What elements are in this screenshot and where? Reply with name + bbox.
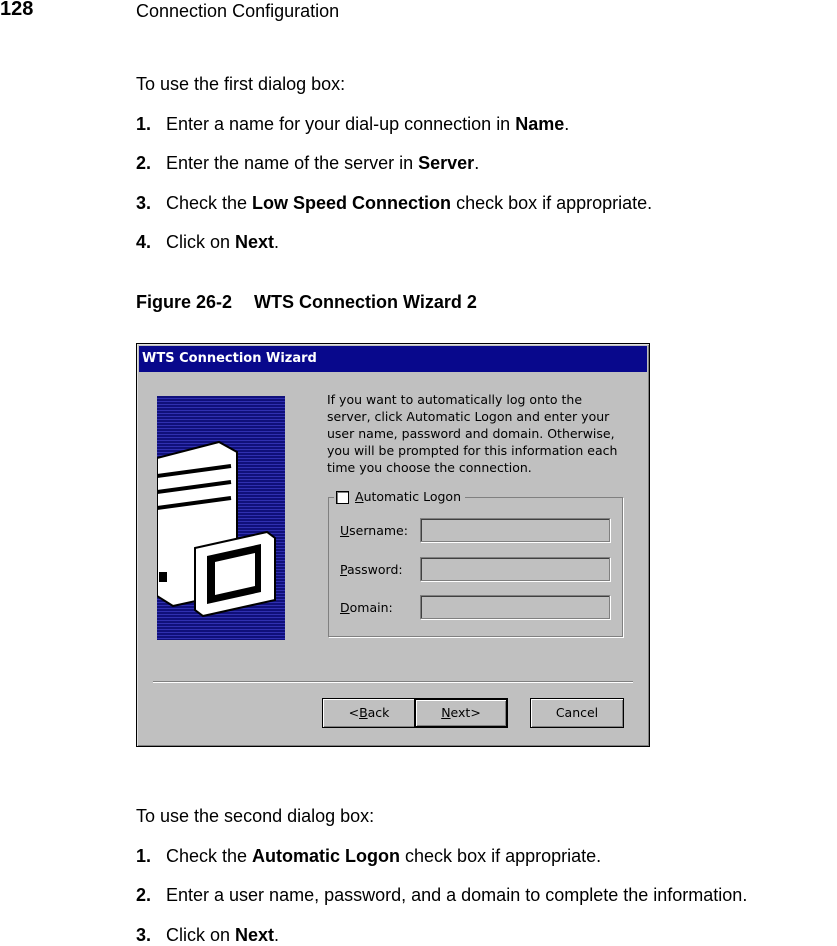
section2-step bbox=[136, 885, 747, 906]
domain-label: Domain: bbox=[340, 600, 393, 615]
automatic-logon-checkbox[interactable] bbox=[334, 488, 465, 506]
step-text-end: check box if appropriate. bbox=[451, 193, 653, 213]
step-text-end: . bbox=[274, 232, 280, 252]
back-button[interactable]: <Back bbox=[322, 698, 416, 728]
section2-step bbox=[136, 925, 279, 946]
computer-monitor-icon bbox=[157, 396, 285, 640]
step-text: Click on bbox=[166, 925, 236, 945]
wts-connection-wizard-dialog bbox=[136, 343, 650, 747]
figure-number: Figure 26-2 bbox=[136, 292, 233, 312]
step-text: Check the bbox=[166, 193, 253, 213]
step-number: 4. bbox=[136, 232, 152, 252]
section1-intro: To use the first dialog box: bbox=[136, 74, 346, 94]
step-text-end: . bbox=[474, 153, 480, 173]
step-text: Enter a user name, password, and a domain to complete the information. bbox=[166, 885, 748, 905]
step-text: Enter a name for your dial-up connection in bbox=[166, 114, 516, 134]
section2-step bbox=[136, 846, 601, 867]
step-emphasis: Server bbox=[418, 153, 475, 173]
step-number: 1. bbox=[136, 114, 152, 134]
figure-caption bbox=[136, 292, 477, 313]
step-text: Click on bbox=[166, 232, 236, 252]
password-label: Password: bbox=[340, 562, 403, 577]
username-input[interactable] bbox=[420, 518, 610, 542]
instruction-line: user name, password and domain. Otherwise, bbox=[327, 426, 615, 441]
dialog-titlebar[interactable]: WTS Connection Wizard bbox=[139, 346, 647, 372]
automatic-logon-label: Automatic Logon bbox=[355, 489, 461, 504]
step-number: 2. bbox=[136, 153, 152, 173]
section1-step bbox=[136, 153, 479, 174]
figure-title: WTS Connection Wizard 2 bbox=[254, 292, 477, 312]
step-text-end: . bbox=[564, 114, 570, 134]
checkbox-box[interactable] bbox=[336, 491, 349, 504]
step-emphasis: Name bbox=[515, 114, 565, 134]
step-emphasis: Next bbox=[235, 232, 275, 252]
section1-step bbox=[136, 232, 279, 253]
dialog-separator bbox=[153, 681, 633, 683]
wizard-artwork bbox=[157, 396, 285, 640]
section1-step bbox=[136, 193, 652, 214]
next-button[interactable]: Next> bbox=[414, 698, 508, 728]
instruction-line: you will be prompted for this information each bbox=[327, 443, 618, 458]
username-label: Username: bbox=[340, 523, 408, 538]
step-emphasis: Low Speed Connection bbox=[252, 193, 452, 213]
step-number: 2. bbox=[136, 885, 152, 905]
step-number: 3. bbox=[136, 925, 152, 945]
instruction-line: server, click Automatic Logon and enter your bbox=[327, 409, 610, 424]
running-header: Connection Configuration bbox=[136, 1, 340, 21]
step-text-end: . bbox=[274, 925, 280, 945]
step-number: 1. bbox=[136, 846, 152, 866]
instruction-line: time you choose the connection. bbox=[327, 460, 532, 475]
section2-intro: To use the second dialog box: bbox=[136, 806, 375, 826]
section1-step bbox=[136, 114, 569, 135]
step-number: 3. bbox=[136, 193, 152, 213]
password-input[interactable] bbox=[420, 557, 610, 581]
instruction-line: If you want to automatically log onto the bbox=[327, 392, 583, 407]
domain-input[interactable] bbox=[420, 595, 610, 619]
step-emphasis: Next bbox=[235, 925, 275, 945]
cancel-button[interactable]: Cancel bbox=[530, 698, 624, 728]
step-text-end: check box if appropriate. bbox=[400, 846, 602, 866]
dialog-instructions bbox=[327, 391, 627, 476]
step-text: Enter the name of the server in bbox=[166, 153, 419, 173]
page-number: 128 bbox=[0, 0, 34, 20]
step-emphasis: Automatic Logon bbox=[252, 846, 401, 866]
step-text: Check the bbox=[166, 846, 253, 866]
